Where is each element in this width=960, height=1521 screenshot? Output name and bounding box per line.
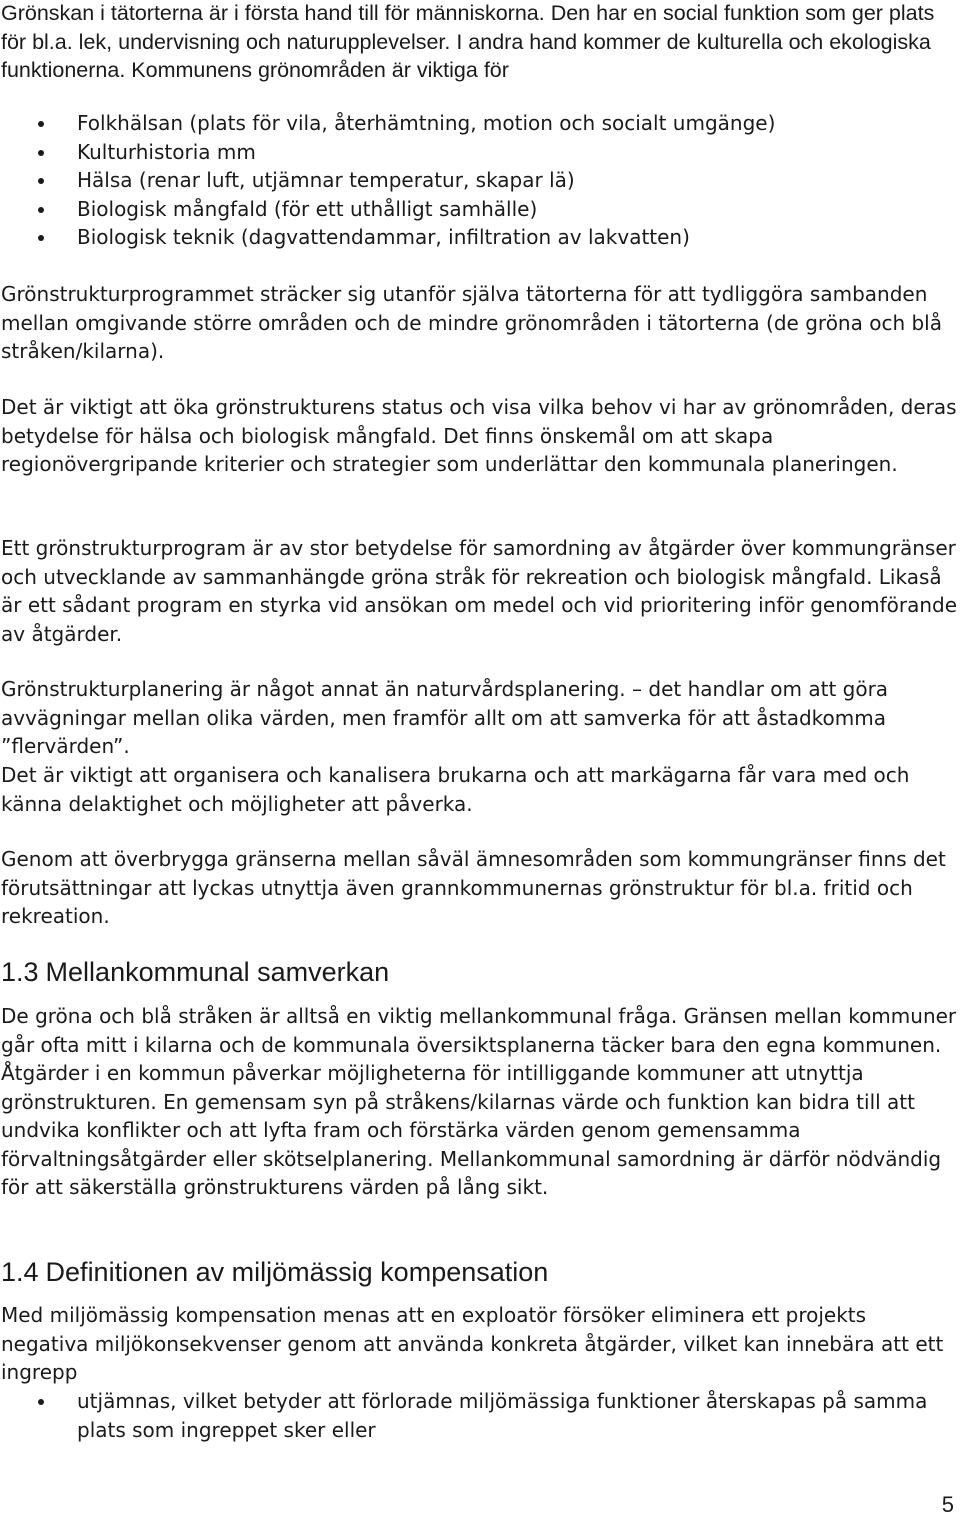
- list-item: Hälsa (renar luft, utjämnar temperatur, skapar lä): [0, 166, 958, 195]
- definition-bullet-list: [0, 1387, 958, 1444]
- section-heading: [1, 1256, 548, 1288]
- section-number: 1.4: [1, 1257, 39, 1287]
- list-item: Biologisk teknik (dagvattendammar, infiltration av lakvatten): [0, 223, 958, 252]
- paragraph: Grönstrukturprogrammet sträcker sig utanför själva tätorterna för att tydliggöra sambanden mellan omgivande större områden och de mindre grönområden i tätorterna (de gröna och blå stråken/kilarna).: [1, 282, 942, 363]
- section-number: 1.3: [1, 957, 39, 987]
- paragraph: Med miljömässig kompensation menas att en exploatör försöker eliminera ett projekts negativa miljökonsekvenser genom att använda konkreta åtgärder, vilket kan innebära att ett ingrepp: [1, 1303, 944, 1384]
- section-title: Definitionen av miljömässig kompensation: [45, 1257, 549, 1287]
- list-item: utjämnas, vilket betyder att förlorade miljömässiga funktioner återskapas på samma plats som ingreppet sker eller: [0, 1387, 958, 1444]
- section-title: Mellankommunal samverkan: [45, 957, 390, 987]
- intro-paragraph: Grönskan i tätorterna är i första hand till för människorna. Den har en social funktion som ger plats för bl.a. lek, undervisning och naturupplevelser. I andra hand kommer de kulturella och ekologiska funktionerna. Kommunens grönområden är viktiga för: [1, 1, 935, 82]
- paragraph: Det är viktigt att organisera och kanalisera brukarna och att markägarna får vara med och känna delaktighet och möjligheter att påverka.: [1, 763, 910, 816]
- paragraph: De gröna och blå stråken är alltså en viktig mellankommunal fråga. Gränsen mellan kommuner går ofta mitt i kilarna och de kommunala översiktsplanerna täcker bara den egna kommunen. Åtgärder i en kommun påverkar möjligheterna för intilliggande kommuner att utnyttja grönstrukturen. En gemensam syn på stråkens/kilarnas värde och funktion kan bidra till att undvika konflikter och att lyfta fram och förstärka värden genom gemensamma förvaltningsåtgärder eller skötselplanering. Mellankommunal samordning är därför nödvändig för att säkerställa grönstrukturens värden på lång sikt.: [1, 1004, 957, 1199]
- list-item: Biologisk mångfald (för ett uthålligt samhälle): [0, 195, 958, 224]
- paragraph: Det är viktigt att öka grönstrukturens status och visa vilka behov vi har av grönområden, deras betydelse för hälsa och biologisk mångfald. Det finns önskemål om att skapa regionövergripande kriterier och strategier som underlättar den kommunala planeringen.: [1, 395, 957, 476]
- paragraph: Genom att överbrygga gränserna mellan såväl ämnesområden som kommungränser finns det förutsättningar att lyckas utnyttja även grannkommunernas grönstruktur för bl.a. fritid och rekreation.: [1, 847, 946, 928]
- paragraph: Grönstrukturplanering är något annat än naturvårdsplanering. – det handlar om att göra avvägningar mellan olika värden, men framför allt om att samverka för att åstadkomma ”flervärden”.: [1, 677, 889, 758]
- list-item: Kulturhistoria mm: [0, 138, 958, 167]
- page-number: 5: [941, 1492, 954, 1517]
- paragraph: Ett grönstrukturprogram är av stor betydelse för samordning av åtgärder över kommungränser och utvecklande av sammanhängde gröna stråk för rekreation och biologisk mångfald. Likaså är ett sådant program en styrka vid ansökan om medel och vid prioritering inför genomförande av åtgärder.: [1, 536, 958, 646]
- section-heading: [1, 956, 389, 988]
- intro-bullet-list: [0, 109, 958, 252]
- list-item: Folkhälsan (plats för vila, återhämtning, motion och socialt umgänge): [0, 109, 958, 138]
